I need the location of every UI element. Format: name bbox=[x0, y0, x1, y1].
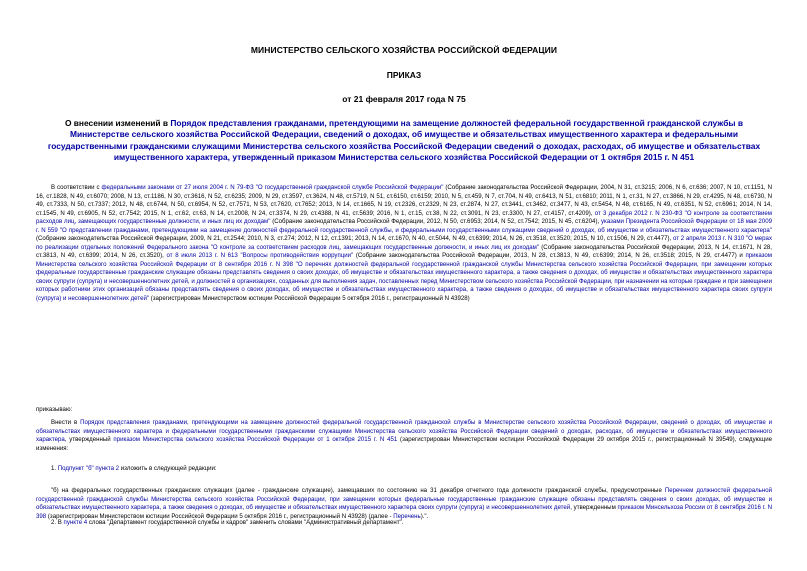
preamble-text: (Собрание законодательства Российской Федерации, 2012, N 50, ст.6953; 2014, N 52, ст.7542; 2015, N 45, ст.6204), bbox=[270, 218, 601, 225]
item-2-text: 2. В bbox=[51, 519, 64, 526]
link-decree-559[interactable]: указами Президента Российской Федерации от 18 мая 2009 г. N 559 "О представлении гражданами, претендующими на замещение должностей федеральной государственной службы, и федеральными государственными служащими сведений о доходах, об имуществе и обязательствах имущественного характера" bbox=[36, 218, 772, 234]
item-1-text: изложить в следующей редакции: bbox=[119, 465, 217, 472]
ministry-heading: МИНИСТЕРСТВО СЕЛЬСКОГО ХОЗЯЙСТВА РОССИЙСКОЙ ФЕДЕРАЦИИ bbox=[250, 45, 558, 55]
paragraph-amend bbox=[36, 419, 772, 453]
item-1-text: 1. bbox=[51, 465, 58, 472]
paragraph-new-wording bbox=[36, 487, 772, 521]
new-wording-text: , утвержденным bbox=[570, 504, 618, 511]
paragraph-preamble bbox=[36, 184, 772, 303]
preamble-text: (Собрание законодательства Российской Федерации, 2013, N 28, ст.3813, N 49, ст.6399; 2014, N 26, ст.3518; 2015, N 29, ст.4477) и bbox=[353, 252, 746, 259]
paragraph-item-1 bbox=[36, 465, 772, 474]
link-decree-613[interactable]: от 8 июля 2013 г. N 613 "Вопросы противодействия коррупции" bbox=[166, 252, 354, 259]
title-text: О внесении изменений в bbox=[64, 118, 171, 128]
link-paragraph-4[interactable]: пункте 4 bbox=[63, 519, 88, 526]
amend-text: Внести в bbox=[51, 419, 81, 426]
link-order-398[interactable]: приказом Министерства сельского хозяйства Российской Федерации от 8 сентября 2016 г. N 398 "О перечнях должностей федеральной государственной гражданской службы Министерства сельского хозяйства Российской Федерации, при замещении которых федеральные государственные гражданские служащие обязаны представлять сведения о своих доходах, об имуществе и обязательствах имущественного характера, а также сведения о доходах, об имуществе и обязательствах имущественного характера своих супруги (супруга) и несовершеннолетних детей, и должностей в организациях, созданных для выполнения задач, поставленных перед Министерством сельского хозяйства Российской Федерации, при назначении на которые граждане и при замещении которых работники этих организаций обязаны представлять сведения о своих доходах, об имуществе и обязательствах имущественного характера, а также сведения о доходах, об имуществе и обязательствах имущественного характера своих супруги (супруга) и несовершеннолетних детей" bbox=[36, 252, 772, 302]
link-procedure[interactable]: Порядок представления гражданами, претендующими на замещение должностей федеральной государственной гражданской службы в Министерстве сельского хозяйства Российской Федерации, сведений о доходах, об имуществе и обязательствах имущественного характера и федеральными государственными гражданскими служащими Министерства сельского хозяйства Российской Федерации сведений о доходах, расходах, об имуществе и обязательствах имущественного характера bbox=[36, 419, 773, 443]
preamble-text: (Собрание законодательства Российской Федерации, 2009, N 21, ст.2544; 2010, N 3, ст.274; 2012, N 12, ст.1391; 2013, N 14, ст.1670, N 40, ст.5044, N 49, ст.6399; 2014, N 26, ст.3518, ст.3520; 2015, N 10, ст.1506, N 29, ст.4477), bbox=[36, 235, 673, 242]
preamble-text: (зарегистрирован Министерством юстиции Российской Федерации 5 октября 2016 г., регистрационный N 43928) bbox=[149, 294, 470, 302]
link-minselkhoz-order-398[interactable]: приказом Минсельхоза России от 8 сентября 2016 г. N 398 bbox=[36, 504, 772, 520]
link-federal-law-230[interactable]: от 3 декабря 2012 г. N 230-ФЗ "О контроле за соответствием расходов лиц, замещающих государственные должности, и иных лиц их доходам" bbox=[36, 209, 772, 225]
link-subparagraph-b[interactable]: Подпункт "б" пункта 2 bbox=[57, 465, 120, 472]
link-list-of-positions[interactable]: Перечнем должностей федеральной государственной гражданской службы Министерства сельского хозяйства Российской Федерации, при замещении которых федеральные государственные гражданские служащие обязаны представлять сведения о своих доходах, об имуществе и обязательствах имущественного характера, а также сведения о доходах, об имуществе и обязательствах имущественного характера своих супруги (супруга) и несовершеннолетних детей bbox=[36, 487, 772, 511]
link-decree-310[interactable]: от 2 апреля 2013 г. N 310 "О мерах по реализации отдельных положений Федерального закона "О контроле за соответствием расходов лиц, замещающих государственные должности, и иных лиц их доходам" bbox=[36, 235, 772, 251]
preamble-text: (Собрание законодательства Российской Федерации, 2004, N 31, ст.3215; 2006, N 6, ст.636; 2007, N 10, ст.1151, N 16, ст.1828, N 49, ст.6070; 2008, N 13, ст.1186, N 30, ст.3616, N 52, ст.6235; 2009, N 29, ст.3597, ст.3624, N 48, ст.5719, N 51, ст.6150, ст.6159; 2010, N 5, ст.459, N 7, ст.704, N 49, ст.6413, N 51, ст.6810; 2011, N 1, ст.31, N 27, ст.3866, N 29, ст.4295, N 48, ст.6730, N 49, ст.7333, N 50, ст.7337; 2012, N 48, ст.6744, N 50, ст.6954, N 52, ст.7571, N 53, ст.7620, ст.7652; 2013, N 14, ст.1665, N 19, ст.2326, ст.2329, N 23, ст.2874, N 27, ст.3441, ст.3462, ст.3477, N 43, ст.5454, N 48, ст.6165, N 49, ст.6351, N 52, ст.6961; 2014, N 14, ст.1545, N 49, ст.6905, N 52, ст.7542; 2015, N 1, ст.62, ст.63, N 14, ст.2008, N 24, ст.3374, N 29, ст.4388, N 41, ст.5639; 2016, N 1, ст.15, ст.38, N 22, ст.3091, N 23, ст.3300, N 27, ст.4157, ст.4209), bbox=[36, 184, 772, 217]
document-title bbox=[36, 118, 772, 164]
paragraph-order-word: приказываю: bbox=[36, 406, 73, 413]
preamble-text: (Собрание законодательства Российской Федерации, 2013, N 14, ст.1671, N 28, ст.3813, N 49, ст.6399; 2014, N 26, ст.3520), bbox=[36, 243, 772, 259]
link-perechen[interactable]: Перечень bbox=[393, 512, 421, 520]
preamble-text: В соответствии с bbox=[51, 184, 102, 191]
order-date: от 21 февраля 2017 года N 75 bbox=[342, 94, 466, 104]
link-federal-law-79[interactable]: федеральными законами от 27 июля 2004 г. N 79-ФЗ "О государственной гражданской службе Российской Федерации" bbox=[101, 184, 444, 191]
order-heading: ПРИКАЗ bbox=[386, 70, 422, 80]
amend-text: , утвержденный bbox=[64, 436, 114, 443]
paragraph-item-2 bbox=[36, 519, 772, 528]
amend-text: (зарегистрирован Министерством юстиции Российской Федерации 29 октября 2015 г., регистрационный N 39549), следующие изменения: bbox=[36, 436, 772, 452]
new-wording-text: (зарегистрирован Министерством юстиции Российской Федерации 5 октября 2016 г., регистрационный N 43928) (далее - bbox=[46, 512, 394, 520]
new-wording-text: "б) на федеральных государственных гражданских служащих (далее - гражданские служащие), замещавших по состоянию на 31 декабря отчетного года должности гражданской службы, предусмотренные bbox=[51, 487, 665, 494]
link-order-451[interactable]: приказом Министерства сельского хозяйства Российской Федерации от 1 октября 2015 г. N 451 bbox=[113, 436, 398, 443]
title-link[interactable]: Порядок представления гражданами, претендующими на замещение должностей федеральной государственной гражданской службы в Министерстве сельского хозяйства Российской Федерации, сведений о доходах, об имуществе и обязательствах имущественного характера и федеральными государственными гражданскими служащими Министерства сельского хозяйства Российской Федерации сведений о доходах, расходах, об имуществе и обязательствах имущественного характера, утвержденный приказом Министерства сельского хозяйства Российской Федерации от 1 октября 2015 г. N 451 bbox=[47, 118, 761, 163]
item-2-text: слова "Департамент государственной службы и кадров" заменить словами "Административный департамент". bbox=[87, 519, 404, 526]
new-wording-text: ).". bbox=[420, 512, 429, 520]
